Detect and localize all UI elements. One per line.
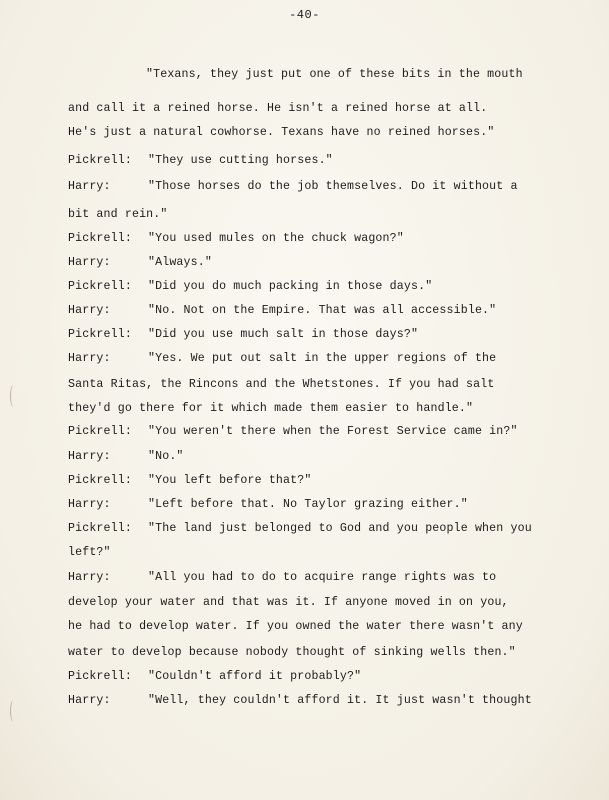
speaker-label: Pickrell: xyxy=(68,474,132,487)
line-text: "Texans, they just put one of these bits in the mouth xyxy=(146,68,523,81)
speaker-label: Pickrell: xyxy=(68,670,132,683)
line-text: bit and rein." xyxy=(68,208,168,221)
transcript-line xyxy=(68,180,518,194)
transcript-line xyxy=(68,402,473,416)
line-text: "All you had to do to acquire range rights was to xyxy=(148,571,497,584)
transcript-line xyxy=(68,304,496,318)
line-text: "You weren't there when the Forest Service came in?" xyxy=(148,425,518,438)
transcript-line xyxy=(68,498,468,512)
line-text: "Left before that. No Taylor grazing either." xyxy=(148,498,468,511)
transcript-line xyxy=(68,378,494,392)
speaker-label: Pickrell: xyxy=(68,154,132,167)
transcript-line xyxy=(68,522,532,536)
transcript-line xyxy=(68,646,516,660)
speaker-label: Pickrell: xyxy=(68,522,132,535)
line-text: He's just a natural cowhorse. Texans have no reined horses." xyxy=(68,126,495,139)
transcript-line xyxy=(68,102,487,116)
line-text: and call it a reined horse. He isn't a reined horse at all. xyxy=(68,102,488,115)
speaker-label: Pickrell: xyxy=(68,232,132,245)
transcript-line xyxy=(68,280,432,294)
transcript-line xyxy=(68,620,523,634)
line-text: "Did you use much salt in those days?" xyxy=(148,328,419,341)
transcript-line xyxy=(68,208,168,222)
speaker-label: Pickrell: xyxy=(68,425,132,438)
line-text: Santa Ritas, the Rincons and the Whetstones. If you had salt xyxy=(68,378,495,391)
line-text: "Couldn't afford it probably?" xyxy=(148,670,362,683)
speaker-label: Harry: xyxy=(68,180,111,193)
transcript-line xyxy=(68,596,509,610)
speaker-label: Pickrell: xyxy=(68,328,132,341)
line-text: "No." xyxy=(148,450,184,463)
transcript-line xyxy=(68,328,418,342)
hole-punch-mark xyxy=(10,385,17,407)
hole-punch-mark xyxy=(10,700,17,722)
speaker-label: Harry: xyxy=(68,694,111,707)
speaker-label: Harry: xyxy=(68,304,111,317)
line-text: "Well, they couldn't afford it. It just wasn't thought xyxy=(148,694,532,707)
line-text: water to develop because nobody thought of sinking wells then." xyxy=(68,646,516,659)
transcript-line xyxy=(68,474,311,488)
line-text: they'd go there for it which made them easier to handle." xyxy=(68,402,474,415)
transcript-line xyxy=(68,571,496,585)
line-text: develop your water and that was it. If anyone moved in on you, xyxy=(68,596,509,609)
speaker-label: Pickrell: xyxy=(68,280,132,293)
speaker-label: Harry: xyxy=(68,450,111,463)
line-text: "No. Not on the Empire. That was all accessible." xyxy=(148,304,497,317)
transcript-line xyxy=(68,256,212,270)
transcript-line xyxy=(68,546,111,560)
line-text: he had to develop water. If you owned the water there wasn't any xyxy=(68,620,523,633)
transcript-line xyxy=(68,154,333,168)
line-text: "The land just belonged to God and you people when you xyxy=(148,522,532,535)
transcript-line xyxy=(68,352,496,366)
transcript-line xyxy=(68,670,361,684)
speaker-label: Harry: xyxy=(68,256,111,269)
line-text: "They use cutting horses." xyxy=(148,154,333,167)
line-text: "Yes. We put out salt in the upper regions of the xyxy=(148,352,497,365)
line-text: "You left before that?" xyxy=(148,474,312,487)
line-text: "Did you do much packing in those days." xyxy=(148,280,433,293)
line-text: "Always." xyxy=(148,256,212,269)
transcript-line xyxy=(68,232,404,246)
transcript-line xyxy=(68,425,518,439)
speaker-label: Harry: xyxy=(68,498,111,511)
transcript-line xyxy=(68,450,184,464)
line-text: "Those horses do the job themselves. Do it without a xyxy=(148,180,518,193)
line-text: "You used mules on the chuck wagon?" xyxy=(148,232,404,245)
page-number: -40- xyxy=(289,8,320,22)
line-text: left?" xyxy=(68,546,111,559)
speaker-label: Harry: xyxy=(68,571,111,584)
transcript-line xyxy=(68,694,532,708)
transcript-line xyxy=(146,68,523,82)
transcript-line xyxy=(68,126,494,140)
speaker-label: Harry: xyxy=(68,352,111,365)
